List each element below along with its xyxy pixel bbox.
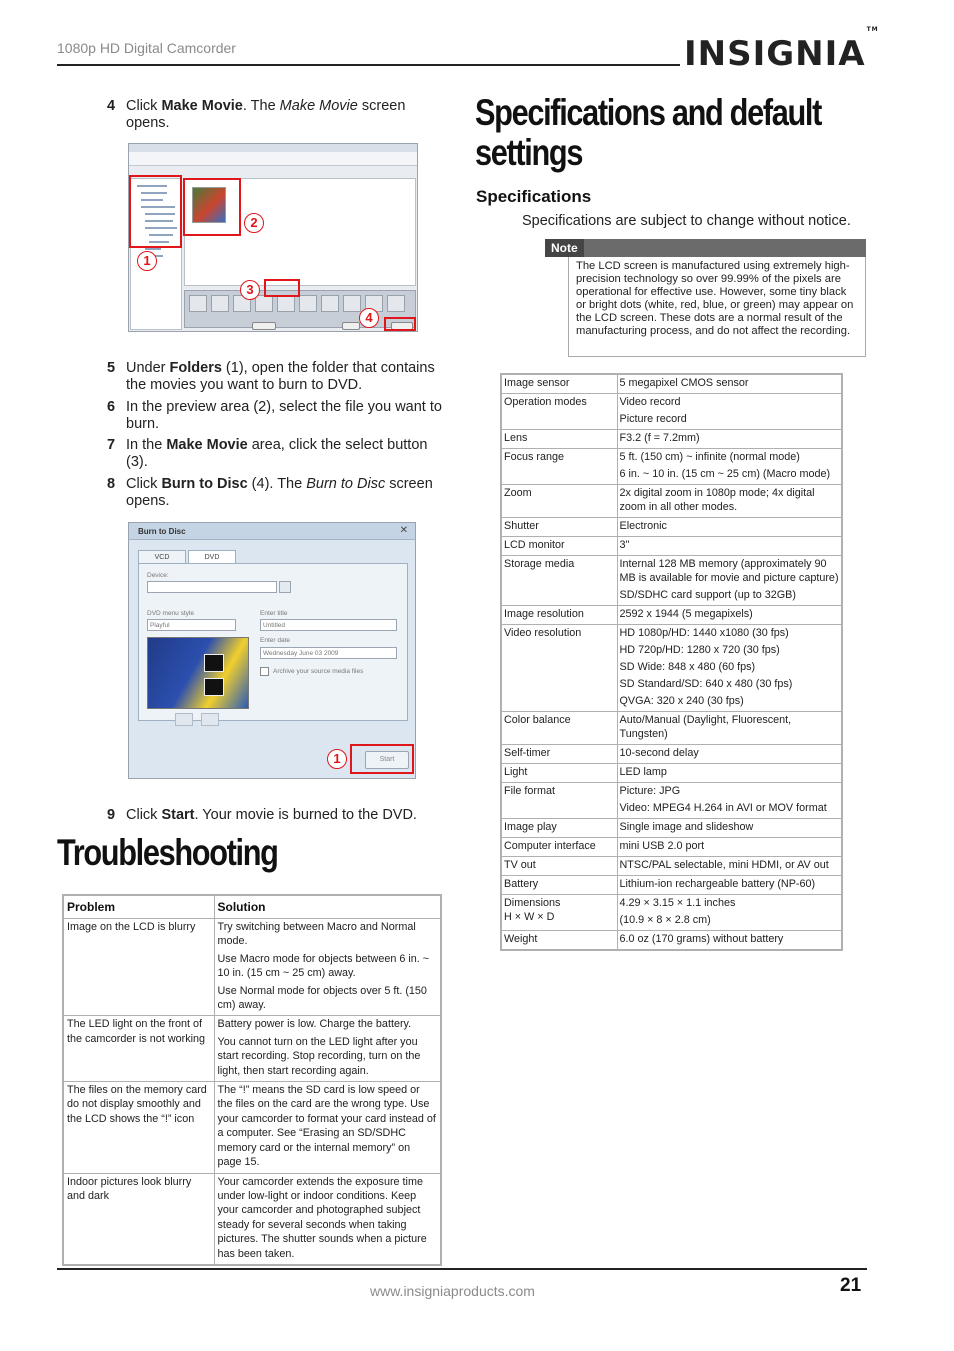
spec-value: Single image and slideshow (617, 819, 842, 838)
highlight-select-button (264, 279, 300, 297)
highlight-start (350, 744, 414, 774)
enter-date-label: Enter date (260, 637, 290, 644)
spec-label: Image sensor (501, 374, 617, 394)
spec-value: NTSC/PAL selectable, mini HDMI, or AV out (617, 857, 842, 876)
spec-label: Shutter (501, 518, 617, 537)
solution-cell: Try switching between Macro and Normal mode. Use Macro mode for objects between 6 in. ~ 10 in. (15 cm ~ 25 cm) away. Use Normal mode for objects over 5 ft. (150 cm) away. (214, 919, 441, 1016)
spec-label: LCD monitor (501, 537, 617, 556)
spec-value: 10-second delay (617, 745, 842, 764)
spec-row (501, 838, 842, 857)
title-field: Untitled (260, 619, 397, 631)
solution-header: Solution (214, 895, 441, 919)
spec-label: Computer interface (501, 838, 617, 857)
spec-value: 5 ft. (150 cm) ~ infinite (normal mode) 6 in. ~ 10 in. (15 cm ~ 25 cm) (Macro mode) (617, 449, 842, 485)
dialog-title: Burn to Disc (129, 523, 415, 540)
specifications-subheading: Specifications (476, 187, 592, 206)
spec-row (501, 485, 842, 518)
problem-cell: The LED light on the front of the camcorder is not working (63, 1016, 214, 1082)
footer-rule (57, 1268, 867, 1270)
spec-label: Operation modes (501, 394, 617, 430)
spec-value: Picture: JPG Video: MPEG4 H.264 in AVI or MOV format (617, 783, 842, 819)
table-row (63, 1082, 441, 1173)
spec-row (501, 518, 842, 537)
screenshot-button (252, 322, 276, 330)
step-6: 6 In the preview area (2), select the file you want to burn. (107, 399, 442, 432)
spec-row (501, 556, 842, 606)
specifications-table (500, 373, 843, 951)
spec-row (501, 857, 842, 876)
spec-row (501, 745, 842, 764)
step-7: 7 In the Make Movie area, click the select button (3). (107, 437, 428, 470)
start-button: Start (365, 751, 409, 769)
spec-value: 2592 x 1944 (5 megapixels) (617, 606, 842, 625)
table-row (63, 1016, 441, 1082)
spec-value: 5 megapixel CMOS sensor (617, 374, 842, 394)
spec-row (501, 876, 842, 895)
spec-value: mini USB 2.0 port (617, 838, 842, 857)
spec-label: Image resolution (501, 606, 617, 625)
menu-style-field: Playful (147, 619, 236, 631)
table-row (63, 1173, 441, 1265)
spec-label: Dimensions H × W × D (501, 895, 617, 931)
solution-cell: Your camcorder extends the exposure time under low-light or indoor conditions. Keep your camcorder and photographed subject steady for several seconds when taking pictures. The shutter sounds when a picture has been taken. (214, 1173, 441, 1265)
spec-value: 3" (617, 537, 842, 556)
forward-arrow-icon (201, 713, 219, 726)
tab-dvd: DVD (188, 550, 236, 563)
window-titlebar (129, 144, 417, 152)
spec-row (501, 430, 842, 449)
problem-cell: The files on the memory card do not display smoothly and the LCD shows the “!” icon (63, 1082, 214, 1173)
spec-row (501, 537, 842, 556)
callout-4: 4 (359, 308, 379, 328)
spec-value: Internal 128 MB memory (approximately 90 MB is available for movie and picture capture) SD/SDHC card support (up to 32GB) (617, 556, 842, 606)
screenshot-button (342, 322, 360, 330)
problem-cell: Image on the LCD is blurry (63, 919, 214, 1016)
troubleshooting-heading: Troubleshooting (57, 832, 278, 873)
callout-2: 2 (244, 213, 264, 233)
callout-1: 1 (137, 251, 157, 271)
spec-row (501, 625, 842, 712)
spec-label: Image play (501, 819, 617, 838)
spec-value: 4.29 × 3.15 × 1.1 inches (10.9 × 8 × 2.8 cm) (617, 895, 842, 931)
step-4: 4 Click Make Movie. The Make Movie screen opens. (107, 98, 406, 131)
step-8: 8 Click Burn to Disc (4). The Burn to Disc screen opens. (107, 476, 433, 509)
highlight-folders (129, 175, 182, 248)
step-9: 9 Click Start. Your movie is burned to the DVD. (107, 807, 417, 823)
spec-row (501, 449, 842, 485)
solution-cell: Battery power is low. Charge the battery. You cannot turn on the LED light after you start recording. Stop recording, turn on the light, then start recording again. (214, 1016, 441, 1082)
date-field: Wednesday June 03 2009 (260, 647, 397, 659)
spec-row (501, 712, 842, 745)
spec-value: HD 1080p/HD: 1440 x1080 (30 fps) HD 720p/HD: 1280 x 720 (30 fps) SD Wide: 848 x 480 (60 fps) SD Standard/SD: 640 x 480 (30 fps) QVGA: 320 x 240 (30 fps) (617, 625, 842, 712)
spec-label: Video resolution (501, 625, 617, 712)
spec-value: 6.0 oz (170 grams) without battery (617, 931, 842, 951)
make-movie-strip (184, 290, 416, 328)
spec-value: Lithium-ion rechargeable battery (NP-60) (617, 876, 842, 895)
callout-start: 1 (327, 749, 347, 769)
spec-label: TV out (501, 857, 617, 876)
problem-header: Problem (63, 895, 214, 919)
tab-vcd: VCD (138, 550, 186, 563)
device-label: Device: (147, 572, 169, 579)
enter-title-label: Enter title (260, 610, 288, 617)
table-row (63, 919, 441, 1016)
footer-url: www.insigniaproducts.com (370, 1283, 535, 1299)
close-icon: ✕ (399, 525, 408, 536)
spec-value: 2x digital zoom in 1080p mode; 4x digital zoom in all other modes. (617, 485, 842, 518)
window-toolbar (129, 152, 417, 166)
spec-value: Auto/Manual (Daylight, Fluorescent, Tungsten) (617, 712, 842, 745)
table-header-row (63, 895, 441, 919)
burn-to-disc-screenshot (128, 522, 416, 779)
archive-label: Archive your source media files (273, 668, 364, 675)
highlight-burn-to-disc (384, 317, 416, 331)
spec-label: Storage media (501, 556, 617, 606)
spec-row (501, 764, 842, 783)
spec-row (501, 783, 842, 819)
spec-label: Light (501, 764, 617, 783)
device-field (147, 581, 277, 593)
spec-row (501, 931, 842, 951)
spec-label: Focus range (501, 449, 617, 485)
insignia-logo: INSIGNIA™ (684, 25, 879, 74)
spec-label: Battery (501, 876, 617, 895)
back-arrow-icon (175, 713, 193, 726)
spec-row (501, 895, 842, 931)
spec-label: Lens (501, 430, 617, 449)
spec-row (501, 374, 842, 394)
spec-value: Electronic (617, 518, 842, 537)
spec-label: Zoom (501, 485, 617, 518)
spec-row (501, 819, 842, 838)
spec-value: F3.2 (f = 7.2mm) (617, 430, 842, 449)
specifications-intro: Specifications are subject to change without notice. (522, 213, 851, 229)
troubleshooting-table (62, 894, 442, 1266)
specifications-heading: Specifications and default settings (475, 92, 822, 173)
spec-label: File format (501, 783, 617, 819)
header-rule (57, 64, 680, 66)
problem-cell: Indoor pictures look blurry and dark (63, 1173, 214, 1265)
step-5: 5 Under Folders (1), open the folder that contains the movies you want to burn to DVD. (107, 360, 435, 393)
note-bar (545, 239, 866, 257)
callout-3: 3 (240, 280, 260, 300)
page-number: 21 (840, 1275, 862, 1296)
note-label: Note (545, 239, 584, 257)
spec-value: Video record Picture record (617, 394, 842, 430)
dvd-menu-preview (147, 637, 249, 709)
spec-label: Weight (501, 931, 617, 951)
note-text: The LCD screen is manufactured using extremely high-precision technology so over 99.99% of the pixels are operational for effective use. However, some tiny black or bright dots (white, red, blue, or green) may appear on the LCD screen. These dots are a normal result of the manufacturing process, and do not affect the recording. (568, 257, 866, 357)
menu-style-label: DVD menu style (147, 610, 194, 617)
spec-label: Color balance (501, 712, 617, 745)
spec-row (501, 606, 842, 625)
solution-cell: The “!” means the SD card is low speed or the files on the card are the wrong type. Use your camcorder to format your card instead of a computer. See “Erasing an SD/SDHC memory card or the internal memory” on page 15. (214, 1082, 441, 1173)
archive-checkbox (260, 667, 269, 676)
spec-value: LED lamp (617, 764, 842, 783)
highlight-preview (183, 178, 241, 236)
spec-label: Self-timer (501, 745, 617, 764)
device-dropdown (279, 581, 291, 593)
spec-row (501, 394, 842, 430)
running-header-title: 1080p HD Digital Camcorder (57, 40, 236, 56)
